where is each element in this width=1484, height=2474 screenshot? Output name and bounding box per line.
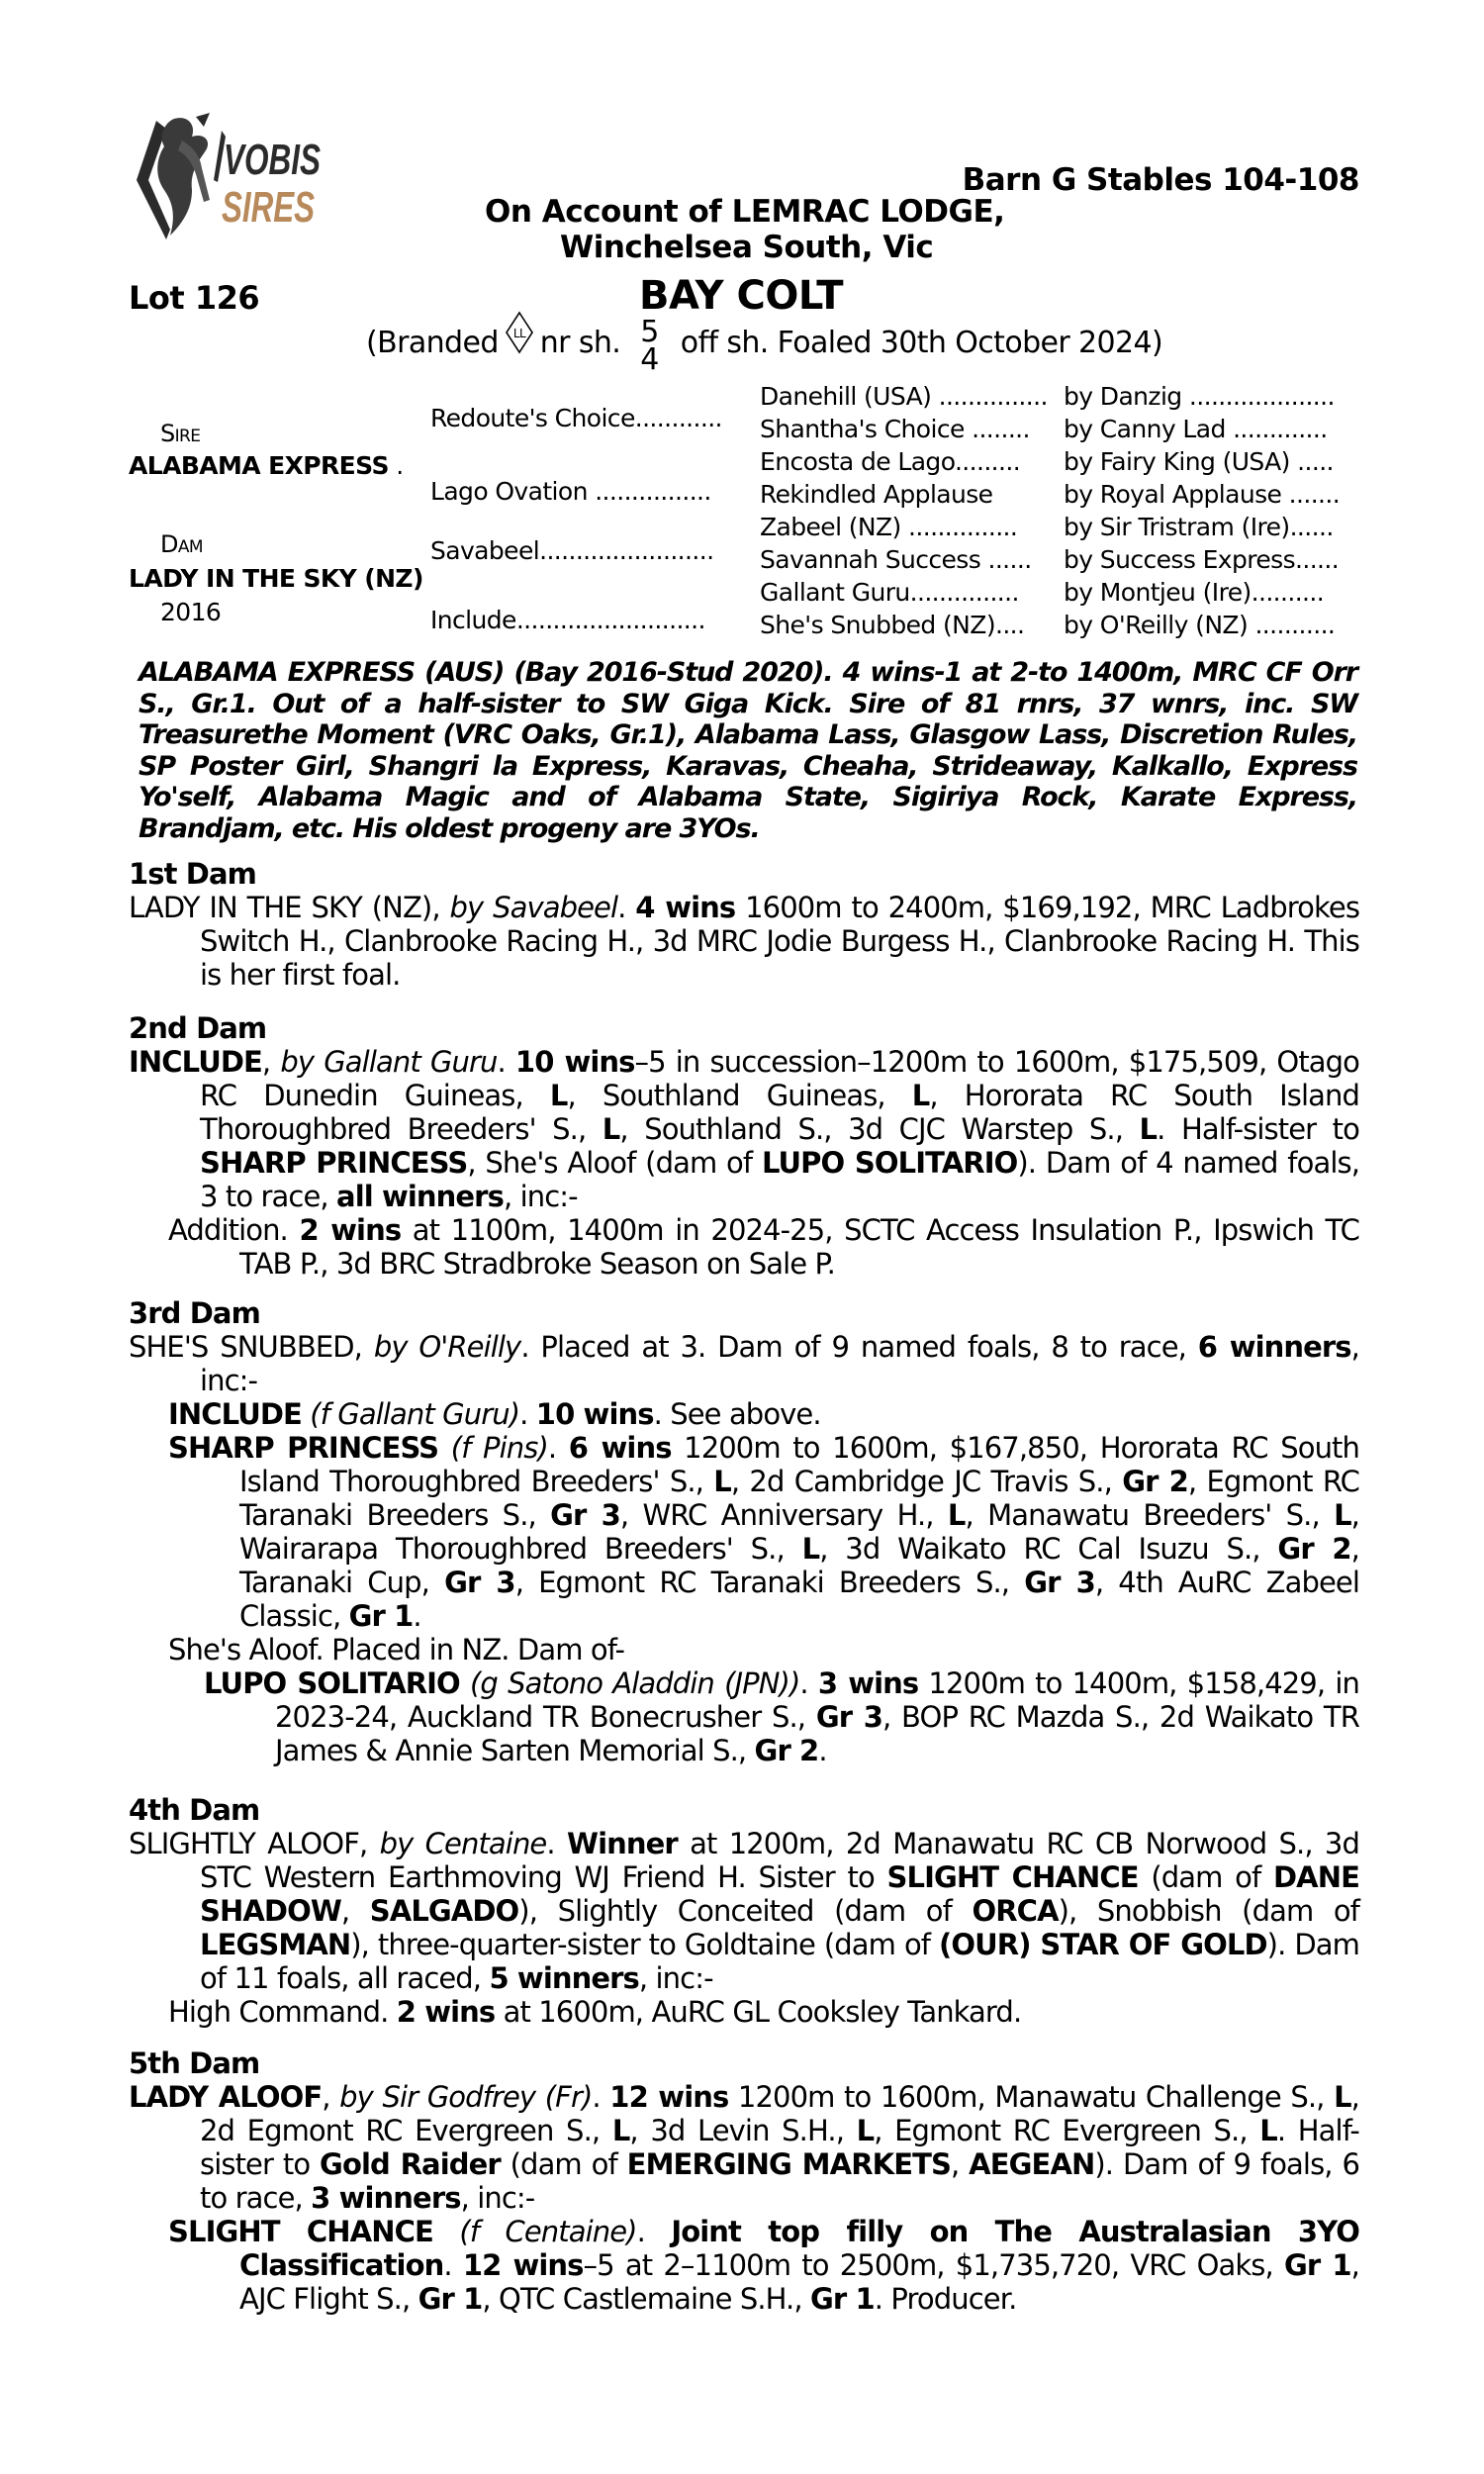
- horse-rider-icon: [127, 111, 325, 249]
- bold-text: 4 wins: [635, 891, 736, 924]
- bold-text: LADY ALOOF: [129, 2080, 323, 2114]
- text: , WRC Anniversary H.,: [619, 1498, 948, 1532]
- pedigree-gen3-item: Rekindled Applause: [760, 480, 993, 509]
- text: .: [546, 1827, 567, 1860]
- pedigree-gen3-sire: by Montjeu (Ire)..........: [1064, 578, 1325, 607]
- bold-text: Gr 1: [810, 2282, 875, 2316]
- bold-text: SALGADO: [369, 1894, 519, 1928]
- sire-name-row: [129, 451, 404, 480]
- text: 1200m to 1600m, $167,850, Hororata RC South Island Thoroughbred Breeders' S.,: [239, 1431, 1360, 1498]
- bold-text: L: [602, 1112, 620, 1146]
- text: .: [818, 1734, 827, 1767]
- svg-text:SIRES: SIRES: [222, 183, 315, 232]
- barn-location: Barn G Stables 104-108: [962, 162, 1359, 198]
- text: SHE'S SNUBBED,: [129, 1330, 374, 1364]
- italic-text: (f Centaine): [432, 2215, 637, 2248]
- bold-text: DANE SHADOW: [200, 1860, 1359, 1928]
- brand-near-shoulder: nr sh.: [539, 325, 621, 360]
- bold-text: SHARP PRINCESS: [200, 1146, 468, 1180]
- text: .: [799, 1666, 818, 1700]
- bold-text: LUPO SOLITARIO: [204, 1666, 460, 1700]
- bold-text: Gold Raider: [320, 2147, 501, 2181]
- bold-text: 6 wins: [568, 1431, 672, 1465]
- dam-entry: [129, 1827, 1359, 1995]
- text: 1600m to 2400m, $169,192, MRC Ladbrokes Switch H., Clanbrooke Racing H., 3d MRC Jodie Burgess H., Clanbrooke Racing H. This is her first foal.: [200, 891, 1360, 992]
- text: Addition.: [168, 1213, 300, 1247]
- pedigree-gen3-sire: by Canny Lad .............: [1064, 415, 1328, 443]
- italic-text: (f Gallant Guru): [301, 1397, 520, 1431]
- pedigree-gen2-item: [430, 404, 722, 432]
- dam-entry: [129, 1330, 1359, 1397]
- pedigree-gen2-item: [430, 606, 705, 634]
- bold-text: ORCA: [972, 1894, 1059, 1928]
- bold-text: SHARP PRINCESS: [168, 1431, 439, 1465]
- text: .: [617, 891, 636, 924]
- text: . Placed at 3. Dam of 9 named foals, 8 to race,: [520, 1330, 1198, 1364]
- bold-text: Gr 3: [1024, 1566, 1095, 1599]
- text: (dam of: [1138, 1860, 1273, 1894]
- bold-text: (OUR) STAR OF GOLD: [939, 1928, 1267, 1961]
- text: , AJC Flight S.,: [239, 2248, 1359, 2316]
- bold-text: 3 wins: [817, 1666, 919, 1700]
- bold-text: EMERGING MARKETS: [626, 2147, 951, 2181]
- bold-text: Gr 3: [815, 1700, 883, 1734]
- pedigree-gen3-sire: by Royal Applause .......: [1064, 480, 1341, 509]
- bold-text: L: [549, 1079, 568, 1112]
- bold-text: L: [801, 1532, 820, 1566]
- bold-text: SLIGHT CHANCE: [168, 2215, 433, 2248]
- text: She's Aloof. Placed in NZ. Dam of-: [168, 1633, 625, 1666]
- dam-section-heading: 3rd Dam: [129, 1296, 260, 1330]
- text: ), Slightly Conceited (dam of: [518, 1894, 973, 1928]
- text: , Egmont RC Taranaki Breeders S.,: [239, 1465, 1359, 1532]
- dam-entry: [129, 1045, 1359, 1213]
- text: , inc:-: [503, 1180, 578, 1213]
- italic-text: (g Satono Aladdin (JPN)): [459, 1666, 800, 1700]
- text: –5 at 2–1100m to 2500m, $1,735,720, VRC Oaks,: [583, 2248, 1285, 2282]
- text: 1200m to 1400m, $158,429, in 2023-24, Auckland TR Bonecrusher S.,: [275, 1666, 1359, 1734]
- dam-entry: [129, 1213, 1359, 1281]
- brand-description: [366, 315, 1163, 377]
- bold-text: 10 wins: [535, 1397, 654, 1431]
- text: 1200m to 1600m, Manawatu Challenge S.,: [728, 2080, 1335, 2114]
- bold-text: L: [1139, 1112, 1158, 1146]
- text: , Manawatu Breeders' S.,: [965, 1498, 1335, 1532]
- brand-diamond-icon: [505, 311, 534, 354]
- italic-text: by Centaine: [379, 1827, 547, 1860]
- text: , Egmont RC Evergreen S.,: [874, 2114, 1260, 2147]
- italic-text: by O'Reilly: [373, 1330, 521, 1364]
- dam-name: LADY IN THE SKY (NZ): [129, 564, 423, 593]
- dam-entry: [129, 1397, 1359, 1431]
- dam-entry: [129, 1666, 1359, 1767]
- sire-summary: ALABAMA EXPRESS (AUS) (Bay 2016-Stud 2020). 4 wins-1 at 2-to 1400m, MRC CF Orr S., Gr.1. Out of a half-sister to SW Giga Kick. Sire of 81 rnrs, 37 wnrs, inc. SW Treasurethe Moment (VRC Oaks, Gr.1), Alabama Lass, Glasgow Lass, Discretion Rules, SP Poster Girl, Shangri la Express, Karavas, Cheaha, Strideaway, Kalkallo, Express Yo'self, Alabama Magic and of Alabama State, Sigiriya Rock, Karate Express, Brandjam, etc. His oldest progeny are 3YOs.: [139, 657, 1357, 844]
- bold-text: Gr 2: [754, 1734, 819, 1767]
- italic-text: by Gallant Guru: [280, 1045, 498, 1079]
- text: , Hororata RC South Island Thoroughbred Breeders' S.,: [200, 1079, 1359, 1146]
- text: .: [443, 2248, 463, 2282]
- italic-text: (f Pins): [438, 1431, 548, 1465]
- text: , BOP RC Mazda S., 2d Waikato TR James & Annie Sarten Memorial S.,: [275, 1700, 1359, 1767]
- dam-section-3: [129, 1296, 1359, 1767]
- bold-text: Gr 3: [444, 1566, 515, 1599]
- text: .: [636, 2215, 672, 2248]
- vobis-sires-logo: [127, 111, 325, 249]
- dam-section-2: [129, 1011, 1359, 1281]
- dam-entry: [129, 1431, 1359, 1633]
- brand-fraction-bottom: 4: [640, 342, 659, 377]
- bold-text: L: [1259, 2114, 1277, 2147]
- brand-suffix: off sh. Foaled 30th October 2024): [680, 325, 1163, 360]
- pedigree-gen2-item: [430, 536, 713, 565]
- sire-label: Sire: [160, 420, 201, 447]
- bold-text: L: [947, 1498, 966, 1532]
- text: , She's Aloof (dam of: [467, 1146, 762, 1180]
- bold-text: all winners: [336, 1180, 504, 1213]
- text: . See above.: [653, 1397, 821, 1431]
- text: , Southland S., 3d CJC Warstep S.,: [619, 1112, 1140, 1146]
- pedigree-gen2-item: [430, 477, 711, 506]
- brand-fraction: [640, 315, 659, 377]
- pedigree-gen3-sire: by Danzig ....................: [1064, 382, 1335, 411]
- bold-text: Gr 3: [550, 1498, 620, 1532]
- bold-text: Gr 1: [417, 2282, 483, 2316]
- bold-text: 10 wins: [514, 1045, 635, 1079]
- text: at 1100m, 1400m in 2024-25, SCTC Access Insulation P., Ipswich TC TAB P., 3d BRC Stradbroke Season on Sale P.: [239, 1213, 1359, 1281]
- text: , inc:-: [460, 2181, 535, 2215]
- pedigree-gen3-item: Shantha's Choice ........: [760, 415, 1030, 443]
- leader-dots: ............: [634, 404, 722, 432]
- text: ,: [322, 2080, 340, 2114]
- text: , 3d Levin S.H.,: [629, 2114, 857, 2147]
- dam-entry: [129, 891, 1359, 992]
- text: (dam of: [500, 2147, 627, 2181]
- text: , Southland Guineas,: [567, 1079, 912, 1112]
- dam-section-heading: 4th Dam: [129, 1793, 260, 1827]
- text: at 1600m, AuRC GL Cooksley Tankard.: [495, 1995, 1022, 2029]
- dam-entry: [129, 2215, 1359, 2316]
- text: ), three-quarter-sister to Goldtaine (dam of: [350, 1928, 940, 1961]
- text: ,: [340, 1894, 370, 1928]
- text: ,: [261, 1045, 281, 1079]
- text: ). Dam of 9 foals, 6 to race,: [200, 2147, 1360, 2215]
- bold-text: Gr 2: [1277, 1532, 1351, 1566]
- pedigree-gen3-item: Gallant Guru...............: [760, 578, 1019, 607]
- sire-name: ALABAMA EXPRESS: [129, 451, 389, 480]
- bold-text: 12 wins: [609, 2080, 729, 2114]
- text: High Command.: [168, 1995, 397, 2029]
- bold-text: SLIGHT CHANCE: [886, 1860, 1139, 1894]
- pedigree-gen3-item: Encosta de Lago.........: [760, 447, 1021, 476]
- horse-name: Include: [430, 606, 516, 634]
- text: . Half-sister to: [1157, 1112, 1359, 1146]
- pedigree-gen3-sire: by Fairy King (USA) .....: [1064, 447, 1334, 476]
- text: , inc:-: [638, 1961, 713, 1995]
- pedigree-gen3-item: Savannah Success ......: [760, 545, 1032, 574]
- vendor-line-2: Winchelsea South, Vic: [560, 230, 934, 265]
- dam-label: Dam: [160, 530, 203, 558]
- bold-text: L: [856, 2114, 875, 2147]
- svg-text:LL: LL: [512, 327, 525, 340]
- dam-entry: [129, 1995, 1359, 2029]
- bold-text: Joint top filly on The Australasian 3YO Classification: [239, 2215, 1359, 2282]
- bold-text: LUPO SOLITARIO: [761, 1146, 1018, 1180]
- pedigree-gen3-item: Zabeel (NZ) ...............: [760, 513, 1018, 541]
- pedigree-table: [129, 382, 1365, 649]
- italic-text: by Savabeel: [449, 891, 618, 924]
- dam-section-1: [129, 857, 1359, 992]
- svg-text:VOBIS: VOBIS: [224, 136, 321, 184]
- bold-text: LEGSMAN: [200, 1928, 351, 1961]
- sire-trail: .: [388, 451, 404, 480]
- text: ). Dam of 4 named foals, 3 to race,: [200, 1146, 1360, 1213]
- text: ), Snobbish (dam of: [1058, 1894, 1359, 1928]
- bold-text: 3 winners: [311, 2181, 461, 2215]
- bold-text: 2 wins: [299, 1213, 402, 1247]
- text: .: [497, 1045, 515, 1079]
- text: , 2d Egmont RC Evergreen S.,: [200, 2080, 1359, 2147]
- lot-title: BAY COLT: [639, 273, 844, 319]
- text: , Taranaki Cup,: [239, 1532, 1359, 1599]
- dam-entry: [129, 2080, 1359, 2215]
- bold-text: 2 wins: [396, 1995, 496, 2029]
- bold-text: AEGEAN: [969, 2147, 1095, 2181]
- leader-dots: ..........................: [515, 606, 705, 634]
- vendor-line-1: On Account of LEMRAC LODGE,: [485, 194, 1005, 230]
- text: , 4th AuRC Zabeel Classic,: [239, 1566, 1360, 1633]
- text: .: [547, 1431, 569, 1465]
- pedigree-gen3-sire: by Sir Tristram (Ire)......: [1064, 513, 1334, 541]
- bold-text: 5 winners: [489, 1961, 639, 1995]
- dam-section-4: [129, 1793, 1359, 2029]
- brand-prefix: (Branded: [366, 325, 499, 360]
- text: at 1200m, 2d Manawatu RC CB Norwood S., 3d STC Western Earthmoving WJ Friend H. Sister to: [200, 1827, 1359, 1894]
- bold-text: L: [713, 1465, 731, 1498]
- text: SLIGHTLY ALOOF,: [129, 1827, 380, 1860]
- italic-text: by Sir Godfrey (Fr): [339, 2080, 593, 2114]
- bold-text: L: [611, 2114, 630, 2147]
- brand-fraction-top: 5: [640, 315, 659, 349]
- horse-name: Lago Ovation: [430, 477, 588, 506]
- text: , Egmont RC Taranaki Breeders S.,: [514, 1566, 1025, 1599]
- text: ,: [950, 2147, 970, 2181]
- bold-text: L: [1334, 2080, 1351, 2114]
- bold-text: INCLUDE: [129, 1045, 262, 1079]
- pedigree-gen3-item: Danehill (USA) ...............: [760, 382, 1048, 411]
- bold-text: 6 winners: [1197, 1330, 1351, 1364]
- text: ). Dam of 11 foals, all raced,: [200, 1928, 1359, 1995]
- bold-text: Gr 1: [1284, 2248, 1351, 2282]
- dam-year: 2016: [160, 598, 222, 626]
- dam-section-5: [129, 2046, 1359, 2316]
- dam-section-heading: 1st Dam: [129, 857, 256, 891]
- text: , inc:-: [200, 1330, 1359, 1397]
- bold-text: 12 wins: [462, 2248, 584, 2282]
- text: .: [413, 1599, 421, 1633]
- text: .: [592, 2080, 610, 2114]
- leader-dots: ................: [587, 477, 711, 506]
- text: –5 in succession–1200m to 1600m, $175,509, Otago RC Dunedin Guineas,: [200, 1045, 1360, 1112]
- text: , 2d Cambridge JC Travis S.,: [730, 1465, 1123, 1498]
- horse-name: Savabeel: [430, 536, 540, 565]
- pedigree-gen3-item: She's Snubbed (NZ)....: [760, 611, 1025, 639]
- text: . Producer.: [874, 2282, 1017, 2316]
- dam-entry: [129, 1633, 1359, 1666]
- pedigree-gen3-sire: by Success Express......: [1064, 545, 1340, 574]
- text: . Half-sister to: [200, 2114, 1359, 2181]
- bold-text: Gr 1: [348, 1599, 414, 1633]
- pedigree-gen3-sire: by O'Reilly (NZ) ...........: [1064, 611, 1336, 639]
- leader-dots: ........................: [539, 536, 714, 565]
- text: .: [519, 1397, 536, 1431]
- bold-text: INCLUDE: [168, 1397, 302, 1431]
- horse-name: Redoute's Choice: [430, 404, 635, 432]
- bold-text: Gr 2: [1122, 1465, 1188, 1498]
- lot-number: Lot 126: [129, 279, 260, 317]
- text: , QTC Castlemaine S.H.,: [482, 2282, 811, 2316]
- dam-section-heading: 2nd Dam: [129, 1011, 267, 1045]
- dam-section-heading: 5th Dam: [129, 2046, 260, 2080]
- bold-text: L: [911, 1079, 930, 1112]
- bold-text: Winner: [566, 1827, 678, 1860]
- text: LADY IN THE SKY (NZ),: [129, 891, 450, 924]
- text: , 3d Waikato RC Cal Isuzu S.,: [819, 1532, 1278, 1566]
- bold-text: L: [1334, 1498, 1351, 1532]
- text: , Wairarapa Thoroughbred Breeders' S.,: [239, 1498, 1359, 1566]
